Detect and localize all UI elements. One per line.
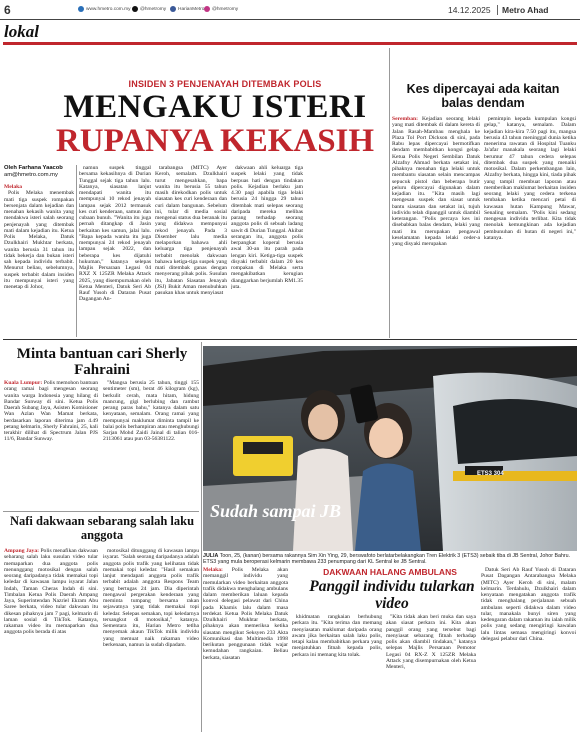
lead-column-2: namun suspek tinggal bersama kekasihnya di Durian Tunggal sejak tiga tahun lalu. Katanya, siasatan lanjut mendapati wanita itu mempunyai 10 rekod jenayah lampau sejak 2012 termasuk kes curi kenderaan, samun dan cubaan bunuh. "Wanita itu juga pernah ditangkap di Jasin berkaitan kes samun, jalai lalu. "Bapa kepada wanita itu juga mempunyai 24 rekod jenayah lampau sejak 2022, dan beberapa kes dijatuhi hukuman," katanya selepas Majlis Persaraan Legasi 04 RXZ X 125ZR Melaka Attack 2025, yang disempurnakan oleh Ketua Menteri, Datuk Seri Ab Rauf Yusoh di Dataran Pusat Dagangan An- — [79, 165, 151, 303]
kes-dateline: Seremban: — [392, 116, 418, 122]
social-website[interactable]: www.hmetro.com.my — [78, 6, 131, 12]
nafi-headline: Nafi dakwaan sebarang salah laku anggota — [9, 514, 195, 542]
ambulans-column-1: Melaka: Polis Melaka akan memanggil individu yang memularkan video berkaitan anggota trafik didakwa menghalang ambulans dalam memberikan laluan kepada konvoi delegasi pelawat dari China pada Khamis lalu dalam masa terdekat. Ketua Polis Melaka Datuk Dzulkhairi Mukhtar berkata, pihaknya akan memeriksa ketika siasatan mengikut Seksyen 233 Akta Komunikasi dan Multimedia 1998 berikutan penggunaan tidak wajar kemudahan rangkaian. Beliau berkata, siasatan — [203, 567, 288, 661]
lead-kicker: INSIDEN 3 PENJENAYAH DITEMBAK POLIS — [128, 79, 322, 89]
x-icon — [132, 6, 138, 12]
section-rule — [3, 42, 577, 45]
lead-dateline: Melaka — [4, 184, 23, 190]
ambulans-column-2: khidmatan rangkaian berhubung perkara itu. "Kita terima dan memang menyiasatan maklumat daripada orang awam jika berkaitan salah laku polis, tetapi kalau membabitkan perkara yang menjatuhkan fitnah kepada polis, perkara ini memang kita tolak. — [292, 614, 382, 658]
lead-column-4: dakwaan ahli keluarga tiga suspek lelaki yang tidak berpuas hati dengan tindakan polis. Kejadian berlaku jam 4.30 pagi apabila tiga lelaki berusia 24 hingga 29 tahun ditembak mati selepas seorang daripada mereka melibas parang terhadap seorang anggota polis di sebuah ladang sawit di Durian Tunggal. Akibat serangan itu, anggota polis berpangkat koperal berusia awal 30-an itu parah pada lengan kiri. Ketiga-tiga suspek disyaki terbabit dalam 20 kes rompakan di Melaka serta mengakibatkan kerugian dianggarkan berjumlah RM1.35 juta. — [231, 165, 303, 290]
photo-caption: JULIA Toon, 25, (kanan) bersama rakannya Sim Xin Ying, 29, berswafoto berlatarbelakangkan Tren Elektrik 3 (ETS3) sebaik tiba di JB Sentral, Johor Bahru. ETS3 yang mula beroperasi kelmarin membawa 233 penumpang dari KL Sentral ke JB Sentral. — [203, 553, 571, 565]
ambulans-headline: Panggil individu tularkan video — [309, 578, 475, 612]
minta-column-2: "Mangsa berusia 25 tahun, tinggi 155 sentimeter (sm), berat 46 kilogram (kg), berkulit cerah, mata hitam, hidung mancung, gigi berlubing dan rambut perang paras bahu," katanya dalam satu kenyataan, semalam. Orang ramai yang mempunyai maklumat diminta tampil ke balai polis berhampiran atau menghubungi Sarjan Mohd Zaidi Jainal di talian 016-2113061 atau pun 03-56381122. — [103, 380, 199, 443]
ambulans-kicker: DAKWAAN HALANG AMBULANS — [323, 567, 457, 577]
divider — [201, 342, 202, 732]
lead-byline — [4, 165, 72, 179]
author-email: am@hmetro.com.my — [4, 172, 58, 178]
page-number: 6 — [4, 3, 11, 17]
lead-column-3: tarabangsa (MITC) Ayer Keroh, semalam. Dzulkhairi turut mengesahkan, bapa wanita itu berusia 55 tahun masih direkodkan polis untuk siasatan kes curi kenderaan dan curi dalam bangunan. Sebelum ini, tular di media sosial mengenai status dua beranak itu yang didakwa mempunyai rekod jenayah. Pada 3 Disember lalu media melaporkan bahawa ahli keluarga tiga penjenayah terbabit menolak dakwaan bahawa ketiga-tiga suspek yang mati ditembak ganas dengan menyerang pihak polis. Susulan itu, Jabatan Siasatan Jenayah (JSJ) Bukit Aman menubuhkan pasukan khas untuk menyiasat — [155, 165, 227, 296]
lead-column-1: Melaka Polis Melaka menembak mati tiga suspek rompakan bersenjata dalam kejadian dan menahan kekasih wanita yang mendakwa isteri salah seorang penjenayah yang ditembak mati dalam kejadian itu. Ketua Polis Melaka, Datuk Dzulkhairi Mukhtar berkata, wanita berusia 31 tahun itu tidak bekerja dan bukan isteri sah kepada individu terbabit. Menurut beliau, sebelumnya, suspek terbabit dalam insiden itu mempunyai isteri yang menetap di Johor, — [4, 184, 74, 290]
social-x[interactable]: @hmetromy — [132, 6, 166, 12]
kes-column-1: Seremban: Kejadian seorang lelaki yang mati ditembak di dalam kereta di Jalan Rasah-Mambau menghala ke Plaza Tol Port Dickson di sini, pada Rabu lepas dipercayai bermotifkan dendam membabitkan kongsi gelap. Ketua Polis Negeri Sembilan Datuk Alzafny Ahmad berkata setakat ini, pihaknya menahan tiga lelaki untuk membantu siasatan selain mencampas sepucuk pistol dan beberapa butir peluru dipercayai digunakan dalam kejadian itu. "Kita masih lagi mengesan suspek dan siasat untuk bantu siasatan dan setakat ini, tujuh individu telah dipanggil untuk diambil keterangan. "Polis percaya kes ini disebabkan balas dendam, lelaki yang mati itu merupakan pengawal keselamatan kepada lelaki ceder-a yang disyaki merupakan — [392, 116, 480, 247]
lead-headline-line2: RUPANYA KEKASIH — [55, 123, 375, 159]
lead-column-5 — [307, 165, 387, 337]
nafi-column-2: motosikal ditunggang di kawasan lampu isyarat. "Salah seorang daripadanya adalah anggota polis trafik yang kelihatan tidak memakai topi keledar. "Hasil semakan lanjut mendapati anggota polis trafik terbabit adalah anggota Respons Team yang bertugas 24 jam. Dia diperintah mengawal pergerakan kenderaan yang meminta tumpang bersama rakan sejawatnya yang tidak memakai topi keledar. Selepas semakan, topi keledarnya tersangkut di motosikal," katanya. Sementara itu, Harian Metro tetlha menyemak akaun TikTok milik individu yang memuat naik rakaman video berkenaan, namun ia sudah dipadam. — [103, 548, 199, 648]
divider — [76, 165, 77, 337]
kes-column-2: pemimpin kepada kumpulan kongsi gelap," katanya, semalam. Dalam kejadian kira-kira 7.50 pagi itu, mangsa berusia 43 tahun meninggal dunia ketika menerima rawatan di Hospital Tuanku Ja'afar manakala seorang lagi lelaki berumur 47 tahun cedera selepas ditembak dua suspek yang menaiki motosikal. Dalam perkembangan lain, Alzafny berkata, hingga kini, tiada pihak yang tampil membuat laporan atau memberikan maklumat berkaitan insiden seorang lelaki yang cedera terkena tembakan ketika mencari petai di kawasan hutan Kampung Mawar, Senaling semalam. "Polis kini sedang mengesan individu terlibat. Kita tidak menolak kemungkinan ada kejadian pembunuhan di hutan di negeri ini," katanya. — [484, 116, 576, 241]
lead-headline-line1: MENGAKU ISTERI — [63, 89, 367, 125]
ambulans-dateline: Melaka: — [203, 567, 223, 573]
social-instagram[interactable]: @hmetromy — [204, 6, 238, 12]
kes-headline: Kes dipercayai ada kaitan balas dendam — [406, 82, 560, 110]
facebook-icon — [170, 6, 176, 12]
ambulans-column-4: Datuk Seri Ab Rauf Yusoh di Dataran Pusat Dagangan Antarabangsa Melaka (MITC) Ayer Keroh di sini, malam kelmarin. Terdahulu, Dzulkhairi dalam kenyataan mengatakan anggota trafik tidak menghalang perjalanan sebuah ambulans seperti didakwa dalam video tular, manakala bunyi siren yang kedengaran dalam rakaman itu ialah milik polis yang sedang mengiringi kawalan lalu lintas semasa mengiringi konvoi delegasi pelabur dari China. — [481, 567, 576, 642]
ambulans-column-3: "Kita tidak akan beri muka dan saya akan siasat perkara ini. Kita akan panggil orang yang tersebut bagi menyiasat sebarang fitnah terhadap polis akan diambil tindakan," katanya selepas Majlis Persaraan Pemotor Legasi 04 RX-Z X 125ZR Melaka Attack yang disempurnakan oleh Ketua Menteri, — [386, 614, 476, 670]
section-label: lokal — [4, 22, 39, 41]
caption-label: JULIA — [203, 553, 219, 559]
social-facebook[interactable]: HarianMetro — [170, 6, 204, 12]
divider — [3, 511, 199, 512]
divider — [3, 339, 577, 340]
top-bar — [0, 0, 580, 20]
minta-column-1: Kuala Lumpur: Polis memohon bantuan orang ramai bagi mengesan seorang wanita warga Indonesia yang hilang di Bandar Sunway di sini. Ketua Polis Daerah Subang Jaya, Asisten Komisioner Wan Azlan Wan Mamat berkata, berdasarkan laporan diterima jam 4.49 petang kelmarin, Sherly Fahraini, 25, kali terakhir dilihat di Spectrum Jalan PJS 11/6, Bandar Sunway. — [4, 380, 98, 443]
train-plate: ETS3 304 — [477, 471, 504, 477]
globe-icon — [78, 6, 84, 12]
author-name: Oleh Farhana Yaacob — [4, 165, 63, 171]
instagram-icon — [204, 6, 210, 12]
brand-name: Metro Ahad — [497, 5, 548, 15]
issue-date: 14.12.2025 — [448, 5, 491, 15]
minta-headline: Minta bantuan cari Sherly Fahraini — [16, 346, 188, 378]
minta-dateline: Kuala Lumpur: — [4, 380, 43, 386]
nafi-dateline: Ampang Jaya: — [4, 548, 39, 554]
nafi-column-1: Ampang Jaya: Polis menafikan dakwaan sebarang salah laku susulan video tular memaparkan dua anggota polis menunggang motosikal dengan salah seorang daripadanya tidak memakai topi keledar di kawasan lampu isyarat Jalan Indah, Taman Cheras Indah di sini. Timbalan Ketua Polis Daerah Ampang Jaya, Superintendan Nazriel Ekram Abu Saree berkata, video tular dakwaan itu dikesan pihaknya jam 7 pagi, kelmarin di laman sosial di TikTok. Katanya, rakaman video itu memaparkan dua anggota polis berada di atas — [4, 548, 98, 636]
photo-overlay-title: Sudah sampai JB — [210, 501, 342, 521]
